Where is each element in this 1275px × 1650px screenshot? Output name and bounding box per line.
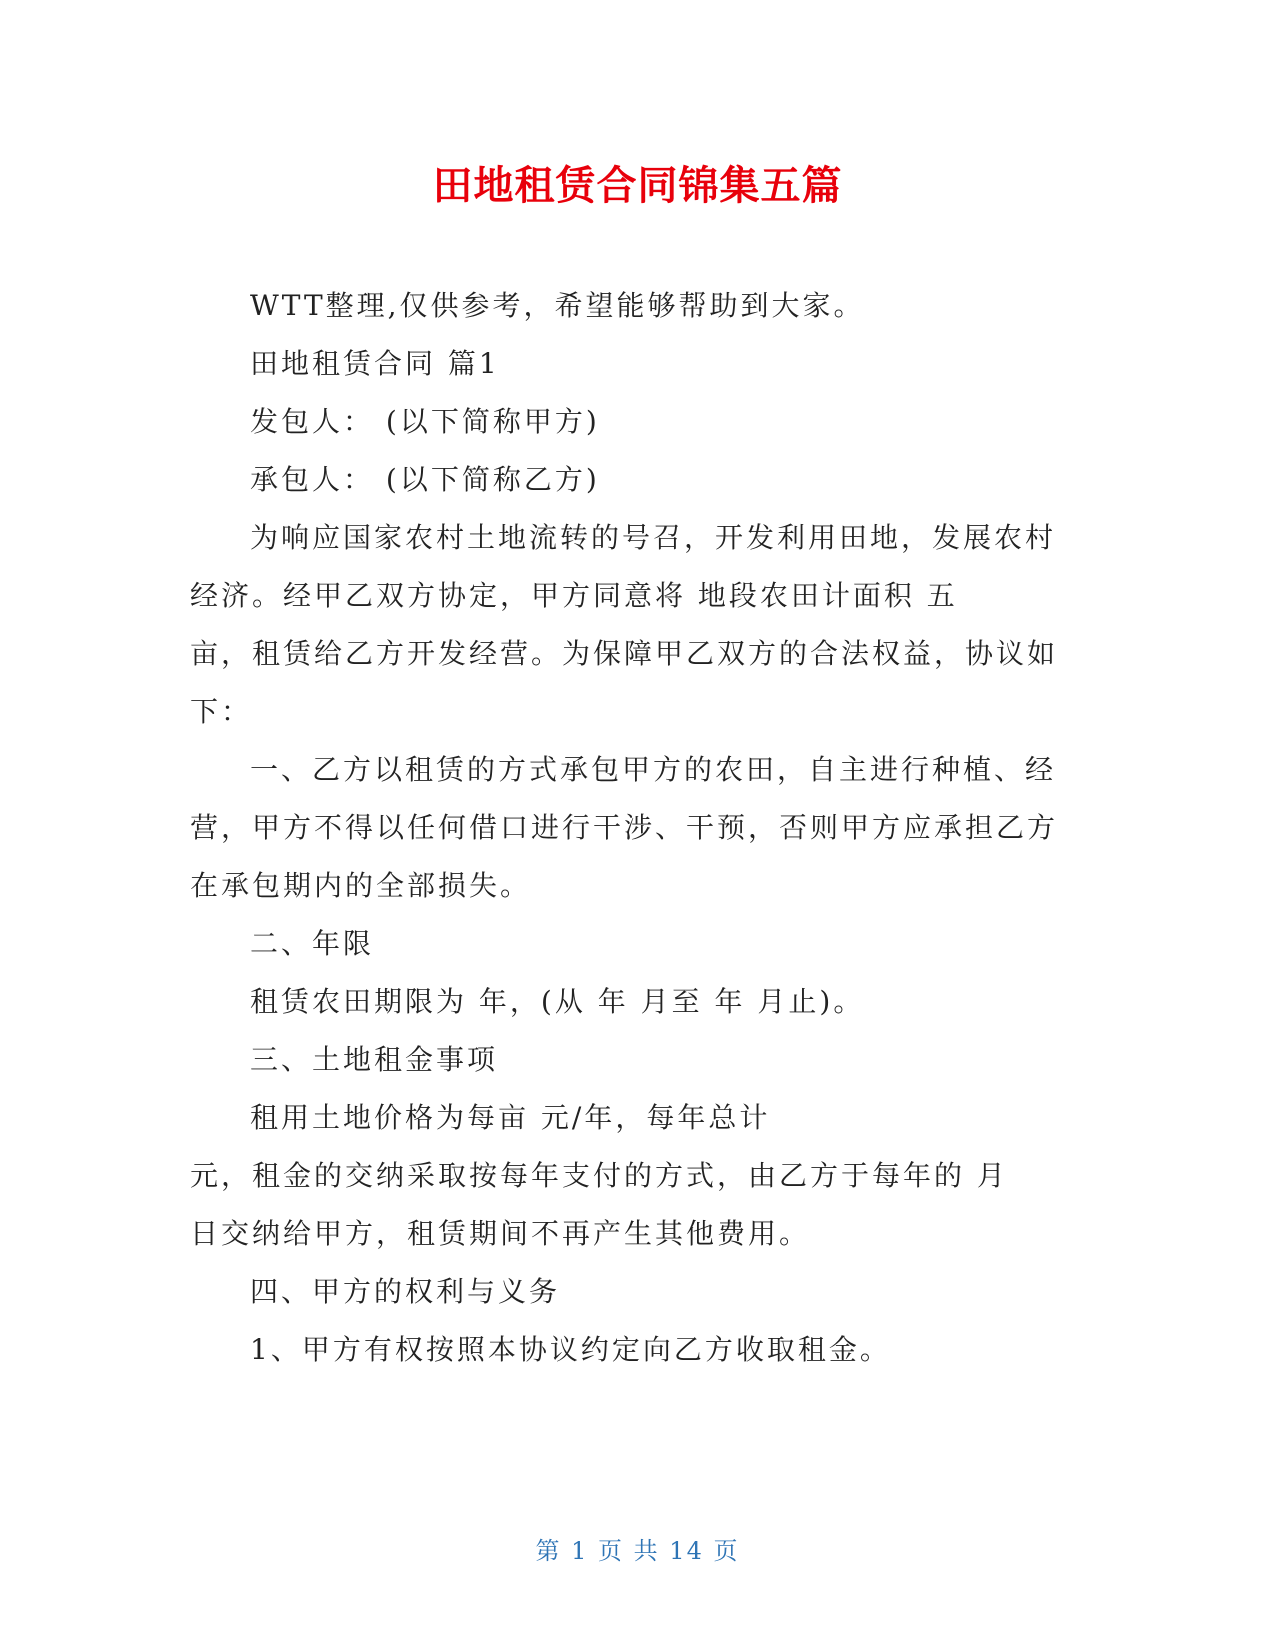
paragraph-line: 租赁农田期限为 年，(从 年 月至 年 月止)。 <box>250 985 865 1018</box>
section-heading: 三、土地租金事项 <box>250 1043 499 1076</box>
paragraph-line: 日交纳给甲方，租赁期间不再产生其他费用。 <box>190 1217 811 1250</box>
paragraph-line: 在承包期内的全部损失。 <box>190 869 532 902</box>
paragraph-line: 经济。经甲乙双方协定，甲方同意将 地段农田计面积 五 <box>190 579 958 612</box>
section-heading: 四、甲方的权利与义务 <box>250 1275 561 1308</box>
paragraph-line: 一、乙方以租赁的方式承包甲方的农田，自主进行种植、经 <box>250 753 1057 786</box>
paragraph-line: 亩，租赁给乙方开发经营。为保障甲乙双方的合法权益，协议如 <box>190 637 1059 670</box>
paragraph-line: 为响应国家农村土地流转的号召，开发利用田地，发展农村 <box>250 521 1057 554</box>
page-number-footer: 第 1 页 共 14 页 <box>535 1537 740 1565</box>
paragraph-line: 承包人： (以下简称乙方) <box>250 463 600 496</box>
section-heading: 二、年限 <box>250 927 375 960</box>
paragraph-line: 1、甲方有权按照本协议约定向乙方收取租金。 <box>250 1333 891 1366</box>
paragraph-line: WTT整理,仅供参考，希望能够帮助到大家。 <box>250 289 865 322</box>
paragraph-line: 发包人： (以下简称甲方) <box>250 405 600 438</box>
paragraph-line: 元，租金的交纳采取按每年支付的方式，由乙方于每年的 月 <box>190 1159 1008 1192</box>
paragraph-line: 下： <box>190 695 253 728</box>
paragraph-line: 营，甲方不得以任何借口进行干涉、干预，否则甲方应承担乙方 <box>190 811 1059 844</box>
document-title: 田地租赁合同锦集五篇 <box>432 163 843 209</box>
paragraph-line: 租用土地价格为每亩 元/年，每年总计 <box>250 1101 771 1134</box>
paragraph-line: 田地租赁合同 篇1 <box>250 347 500 380</box>
